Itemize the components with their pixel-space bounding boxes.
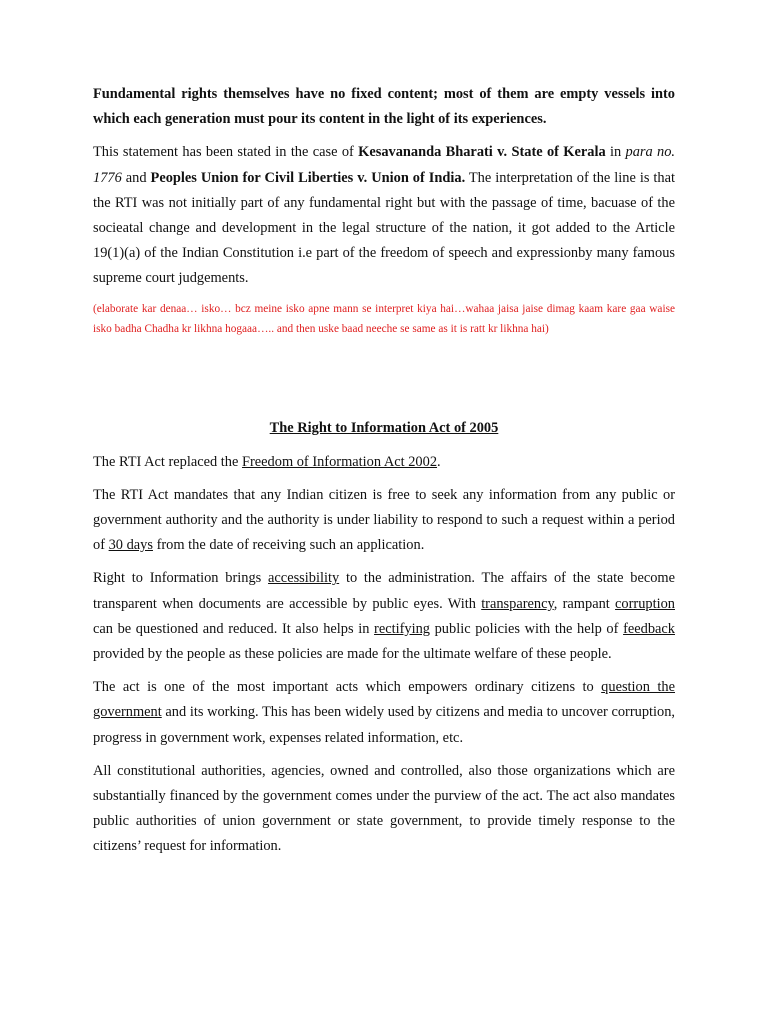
- section-heading: The Right to Information Act of 2005: [269, 419, 499, 436]
- paragraph-text: The RTI Act replaced the: [93, 453, 242, 470]
- case-citation-pucl: Peoples Union for Civil Liberties v. Union of India.: [150, 169, 466, 186]
- paragraph-text: , rampant: [553, 595, 616, 612]
- underlined-term: Freedom of Information Act 2002: [241, 453, 438, 470]
- intro-paragraph: [93, 140, 675, 291]
- paragraph-rti-replaced: [93, 450, 675, 475]
- intro-text: This statement has been stated in the case of: [93, 144, 359, 161]
- paragraph-text: can be questioned and reduced. It also helps in: [93, 620, 375, 637]
- underlined-term: transparency: [481, 595, 554, 612]
- underlined-term: rectifying: [374, 620, 430, 637]
- document-body: [93, 82, 675, 868]
- underlined-term: feedback: [623, 620, 675, 637]
- lead-quote: Fundamental rights themselves have no fixed content; most of them are empty vessels into which each generation must pour its content in the light of its experiences.: [93, 86, 675, 128]
- paragraph-text: The RTI Act mandates that any Indian citizen is free to seek any information from any public or government authority and the authority is under liability to respond to such a request within a period of: [93, 486, 675, 554]
- paragraph-text: public policies with the help of: [429, 620, 624, 637]
- intro-text: and: [121, 169, 151, 186]
- paragraph-empowers-citizens: [93, 675, 675, 751]
- paragraph-text: All constitutional authorities, agencies, owned and controlled, also those organizations which are substantially financed by the government comes under the purview of the act. The act also mandates public authorities of union government or state government, to provide timely response to the citizens’ request for information.: [93, 762, 675, 855]
- paragraph-authorities: [93, 759, 675, 860]
- intro-text: in: [605, 144, 626, 161]
- paragraph-text: and its working. This has been widely used by citizens and media to uncover corruption, progress in government work, expenses related information, etc.: [93, 704, 675, 746]
- red-annotation-note: (elaborate kar denaa… isko… bcz meine isko apne mann se interpret kiya hai…wahaa jaisa jaise dimag kaam kare gaa waise isko badha Chadha kr likhna hogaaa….. and then uske baad neeche se same as it is ratt kr likhna hai): [93, 302, 675, 336]
- paragraph-text: .: [437, 453, 441, 470]
- underlined-term: accessibility: [268, 570, 340, 587]
- paragraph-text: to the administration. The affairs of the state become transparent when documents are accessible by public eyes. With: [93, 570, 676, 612]
- underlined-term: question the government: [93, 679, 675, 721]
- paragraph-text: from the date of receiving such an application.: [152, 537, 425, 554]
- paragraph-text: provided by the people as these policies are made for the ultimate welfare of these people.: [93, 646, 612, 663]
- underlined-term: 30 days: [108, 537, 153, 554]
- case-citation-kesavananda: Kesavananda Bharati v. State of Kerala: [358, 144, 606, 161]
- paragraph-text: Right to Information brings: [93, 570, 269, 587]
- paragraph-rti-mandates: [93, 483, 675, 559]
- paragraph-accessibility: [93, 566, 675, 667]
- underlined-term: corruption: [615, 595, 675, 612]
- intro-text: The interpretation of the line is that the RTI was not initially part of any fundamental right but with the passage of time, bacuase of the socieatal change and development in the legal structure of the nation, it got added to the Article 19(1)(a) of the Indian Constitution i.e part of the freedom of speech and expressionby many famous supreme court judgements.: [93, 169, 676, 287]
- paragraph-text: The act is one of the most important acts which empowers ordinary citizens to: [93, 679, 602, 696]
- para-reference: para no. 1776: [93, 144, 676, 186]
